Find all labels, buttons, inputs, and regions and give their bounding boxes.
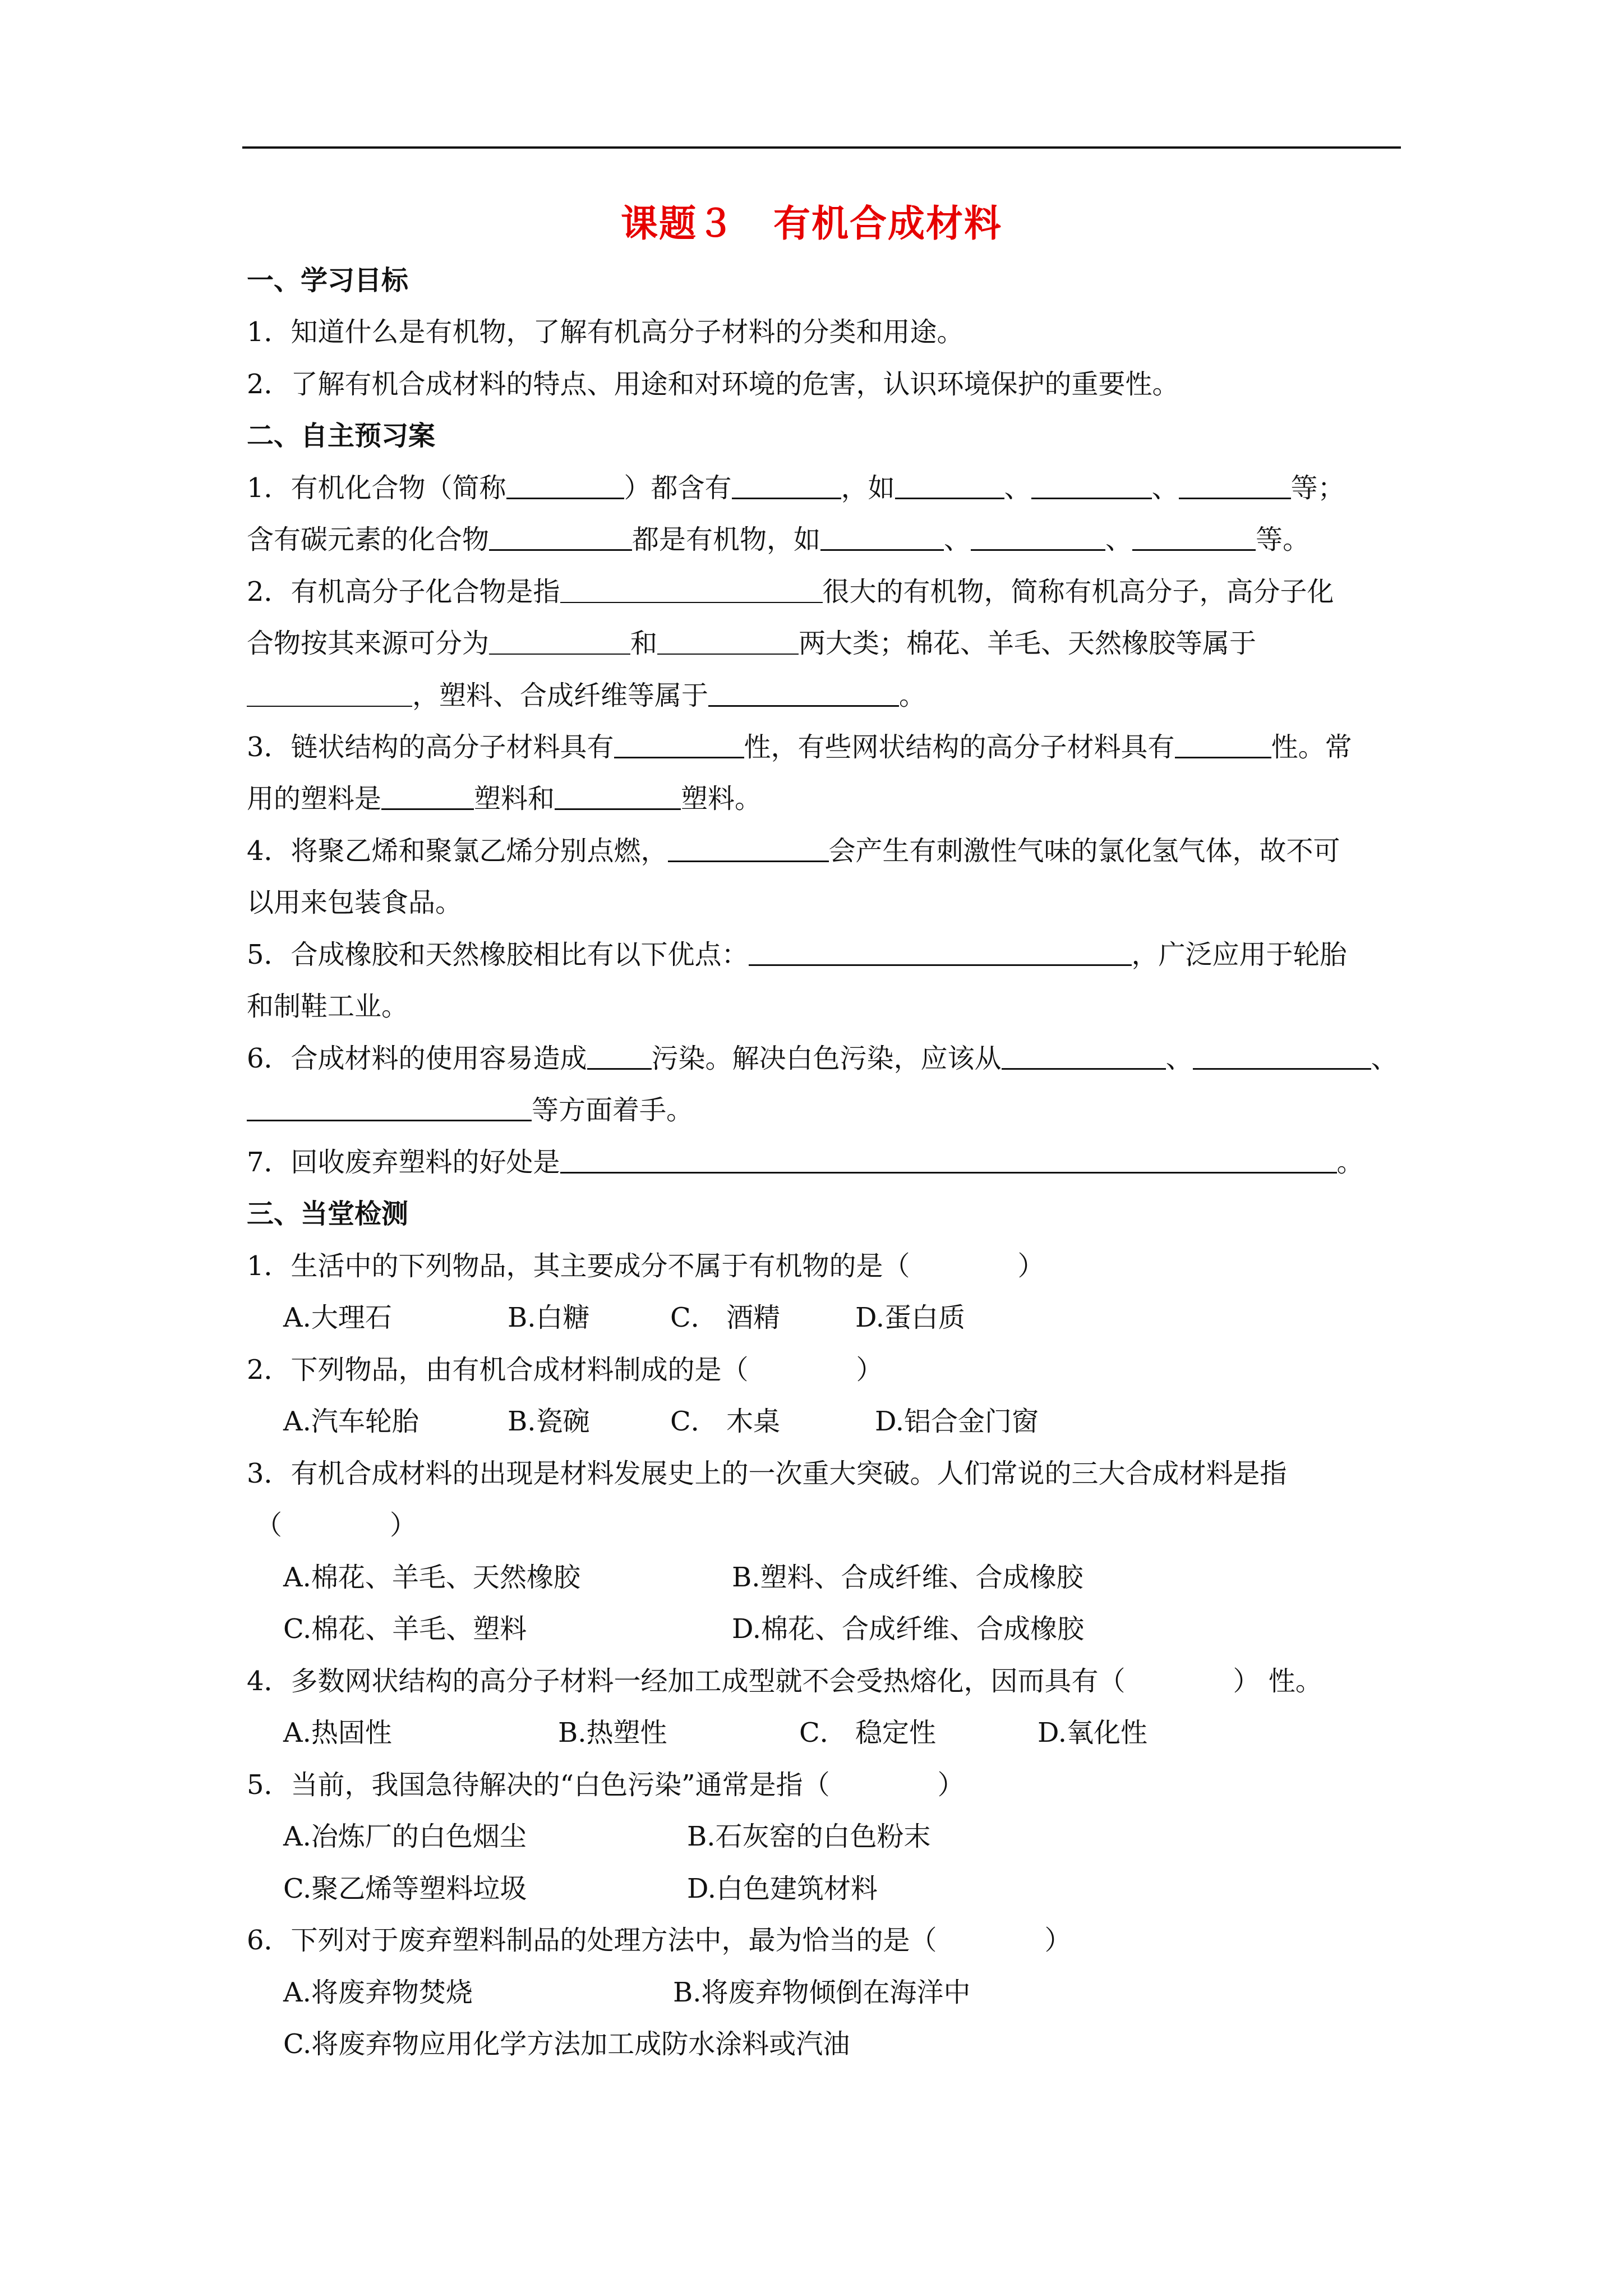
preview-q5-line1 [247, 935, 1347, 974]
quiz-q1-stem: 1．生活中的下列物品，其主要成分不属于有机物的是（ ） [247, 1250, 1045, 1282]
text: 两大类；棉花、羊毛、天然橡胶等属于 [799, 628, 1257, 659]
text: 5．合成橡胶和天然橡胶相比有以下优点： [247, 939, 749, 970]
preview-q4-line1 [247, 831, 1340, 871]
option-b[interactable]: B.塑料、合成纤维、合成橡胶 [732, 1562, 1083, 1593]
fill-blank[interactable] [1031, 472, 1152, 499]
option-d[interactable]: D.氧化性 [1038, 1717, 1148, 1749]
fill-blank[interactable] [895, 472, 1004, 499]
option-d[interactable]: D.白色建筑材料 [687, 1873, 878, 1904]
preview-q6-line1 [247, 1039, 1398, 1078]
fill-blank[interactable] [668, 835, 829, 862]
option-b[interactable]: B.石灰窑的白色粉末 [687, 1821, 931, 1852]
fill-blank[interactable] [247, 680, 412, 707]
option-d[interactable]: D.蛋白质 [855, 1302, 966, 1333]
option-a[interactable]: A.大理石 [283, 1302, 392, 1333]
text: 用的塑料是 [247, 783, 382, 815]
option-a[interactable]: A.冶炼厂的白色烟尘 [283, 1821, 527, 1852]
preview-q6-line2 [247, 1091, 693, 1130]
quiz-q4-stem: 4．多数网状结构的高分子材料一经加工成型就不会受热熔化，因而具有（ ） 性。 [247, 1665, 1322, 1697]
fill-blank[interactable] [381, 783, 474, 810]
text: 7．回收废弃塑料的好处是 [247, 1147, 560, 1178]
quiz-q3-stem: 3．有机合成材料的出现是材料发展史上的一次重大突破。人们常说的三大合成材料是指 [247, 1458, 1287, 1489]
text: 3．链状结构的高分子材料具有 [247, 731, 614, 763]
fill-blank[interactable] [555, 783, 681, 810]
fill-blank[interactable] [489, 523, 632, 551]
preview-q3-line2 [247, 779, 762, 818]
section-heading-preview: 二、自主预习案 [247, 420, 436, 452]
text: 、 [1165, 1043, 1193, 1074]
fill-blank[interactable] [560, 576, 823, 603]
section-heading-objectives: 一、学习目标 [247, 265, 409, 296]
text: 等。 [1256, 524, 1310, 555]
text: ，如 [841, 472, 895, 504]
objective-1: 1．知道什么是有机物，了解有机高分子材料的分类和用途。 [247, 316, 964, 348]
fill-blank[interactable] [1002, 1042, 1166, 1070]
preview-q1-line1 [247, 468, 1345, 508]
text: 等方面着手。 [532, 1094, 694, 1126]
option-c[interactable]: C.将废弃物应用化学方法加工成防水涂料或汽油 [283, 2028, 850, 2060]
preview-q2-line1 [247, 572, 1334, 611]
option-d[interactable]: D.铝合金门窗 [875, 1406, 1039, 1437]
fill-blank[interactable] [560, 1146, 1337, 1174]
option-d[interactable]: D.棉花、合成纤维、合成橡胶 [732, 1613, 1085, 1645]
text: ，广泛应用于轮胎 [1131, 939, 1347, 970]
option-c[interactable]: C． 木桌 [670, 1406, 780, 1437]
quiz-q2-stem: 2．下列物品，由有机合成材料制成的是（ ） [247, 1354, 883, 1386]
quiz-q5-stem: 5．当前，我国急待解决的“白色污染”通常是指（ ） [247, 1769, 965, 1801]
text: 塑料和 [474, 783, 555, 815]
fill-blank[interactable] [820, 523, 944, 551]
fill-blank[interactable] [749, 938, 1132, 966]
option-c[interactable]: C.棉花、羊毛、塑料 [283, 1613, 527, 1645]
option-c[interactable]: C． 酒精 [670, 1302, 780, 1333]
text: 、 [1105, 524, 1133, 555]
text: 污染。解决白色污染，应该从 [651, 1043, 1002, 1074]
fill-blank[interactable] [247, 1094, 532, 1121]
preview-q4-line2: 以用来包装食品。 [247, 887, 463, 918]
fill-blank[interactable] [732, 472, 841, 499]
text: 、 [944, 524, 971, 555]
text: 很大的有机物，简称有机高分子，高分子化 [822, 576, 1334, 608]
fill-blank[interactable] [1193, 1042, 1371, 1070]
text: 和 [630, 628, 658, 659]
text: 。 [899, 680, 926, 711]
preview-q7 [247, 1143, 1364, 1182]
text: 1．有机化合物（简称 [247, 472, 506, 504]
fill-blank[interactable] [708, 679, 899, 707]
option-b[interactable]: B.瓷碗 [508, 1406, 590, 1437]
option-a[interactable]: A.汽车轮胎 [283, 1406, 419, 1437]
preview-q5-line2: 和制鞋工业。 [247, 991, 409, 1022]
fill-blank[interactable] [614, 731, 744, 758]
preview-q1-line2 [247, 520, 1310, 559]
fill-blank[interactable] [1175, 731, 1271, 758]
text: 会产生有刺激性气味的氯化氢气体，故不可 [828, 835, 1340, 867]
fill-blank[interactable] [587, 1042, 652, 1070]
header-rule [242, 146, 1401, 149]
preview-q3-line1 [247, 728, 1352, 767]
text: 性，有些网状结构的高分子材料具有 [744, 731, 1175, 763]
fill-blank[interactable] [657, 628, 799, 655]
fill-blank[interactable] [506, 472, 624, 499]
text: 2．有机高分子化合物是指 [247, 576, 560, 608]
text: 4．将聚乙烯和聚氯乙烯分别点燃， [247, 835, 668, 867]
text: 6．合成材料的使用容易造成 [247, 1043, 587, 1074]
text: ，塑料、合成纤维等属于 [412, 680, 709, 711]
quiz-q3-stem-paren: （ ） [255, 1510, 417, 1541]
option-b[interactable]: B.将废弃物倾倒在海洋中 [673, 1977, 971, 2008]
section-heading-quiz: 三、当堂检测 [247, 1198, 409, 1230]
option-c[interactable]: C． 稳定性 [799, 1717, 936, 1749]
text: 塑料。 [681, 783, 762, 815]
text: 、 [1004, 472, 1031, 504]
option-b[interactable]: B.白糖 [508, 1302, 590, 1333]
fill-blank[interactable] [1132, 523, 1256, 551]
quiz-q6-stem: 6．下列对于废弃塑料制品的处理方法中，最为恰当的是（ ） [247, 1925, 1072, 1956]
option-b[interactable]: B.热塑性 [558, 1717, 667, 1749]
text: 。 [1336, 1147, 1364, 1178]
text: 等； [1290, 472, 1345, 504]
text: 含有碳元素的化合物 [247, 524, 490, 555]
option-a[interactable]: A.热固性 [283, 1717, 392, 1749]
option-a[interactable]: A.棉花、羊毛、天然橡胶 [283, 1562, 580, 1593]
text: ）都含有 [624, 472, 732, 504]
option-a[interactable]: A.将废弃物焚烧 [283, 1977, 473, 2008]
page-title: 课题３ 有机合成材料 [621, 201, 1002, 245]
text: 性。常 [1271, 731, 1352, 763]
fill-blank[interactable] [489, 628, 630, 655]
text: 合物按其来源可分为 [247, 628, 490, 659]
preview-q2-line2 [247, 624, 1256, 663]
fill-blank[interactable] [1179, 472, 1291, 499]
preview-q2-line3 [247, 676, 926, 715]
text: 都是有机物，如 [632, 524, 821, 555]
objective-2: 2．了解有机合成材料的特点、用途和对环境的危害，认识环境保护的重要性。 [247, 369, 1179, 400]
text: 、 [1151, 472, 1179, 504]
option-c[interactable]: C.聚乙烯等塑料垃圾 [283, 1873, 527, 1904]
text: 、 [1371, 1043, 1398, 1074]
fill-blank[interactable] [971, 523, 1105, 551]
